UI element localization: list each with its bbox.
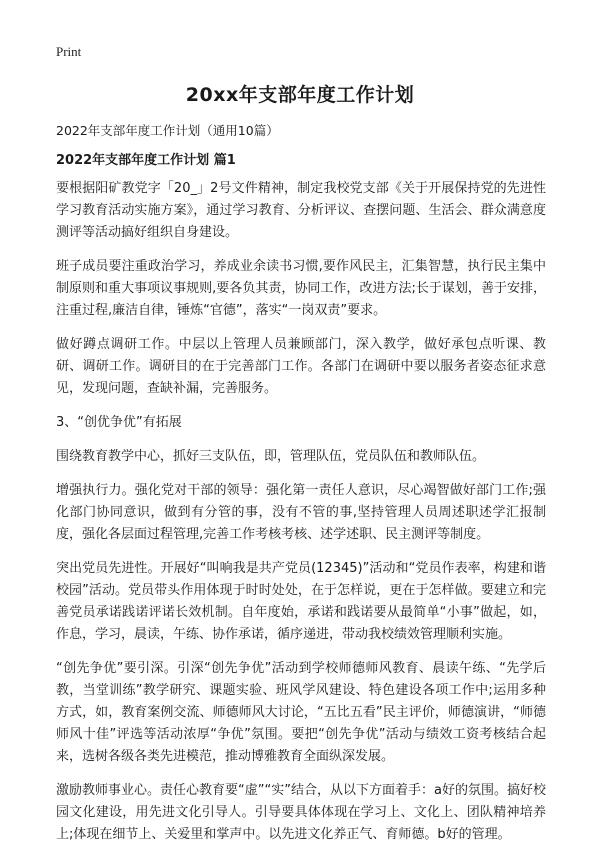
paragraph: 班子成员要注重政治学习，养成业余读书习惯,要作风民主，汇集智慧，执行民主集中制原则和重大事项议事规则,要各负其责，协同工作，改进方法;长于谋划，善于安排，注重过程,廉洁自律，锤炼“官德”，落实“一岗双责”要求。 <box>56 259 546 318</box>
document-title: 20xx年支部年度工作计划 <box>185 84 415 106</box>
document-body <box>56 178 546 858</box>
paragraph: 增强执行力。强化党对干部的领导：强化第一责任人意识，尽心竭智做好部门工作;强化部门协同意识，做到有分管的事，没有不管的事,坚持管理人员周述职述学汇报制度，强化各层面过程管理,完善工作考核考核、述学述职、民主测评等制度。 <box>56 483 546 542</box>
paragraph: “创先争优”要引深。引深“创先争优”活动到学校师德师风教育、晨读午练、“先学后教，当堂训练”教学研究、课题实验、班风学风建设、特色建设各项工作中;运用多种方式，如，教育案例交流、师德师风大讨论，“五比五看”民主评价，师德演讲，“师德师风十佳”评选等活动浓厚“争优”氛围。要把“创先争优”活动与绩效工资考核结合起来，选树各级各类先进模范，推动博雅教育全面纵深发展。 <box>56 661 546 764</box>
paragraph: 突出党员先进性。开展好“叫响我是共产党员(12345)”活动和“党员作表率，构建和谐校园”活动。党员带头作用体现于时时处处，在于怎样说，更在于怎样做。要建立和完善党员承诺践诺评诺长效机制。自年度始，承诺和践诺要从最简单“小事”做起，如，作息，学习，晨读，午练、协作承诺，循序递进，带动我校绩效管理顺利实施。 <box>56 561 546 642</box>
sub-heading: 3、“创优争优”有拓展 <box>56 415 182 430</box>
paragraph: 激励教师事业心。责任心教育要“虚”“实”结合，从以下方面着手：a好的氛围。搞好校园文化建设，用先进文化引导人。引导要具体体现在学习上、文化上、团队精神培养上;体现在细节上、关爱里和掌声中。以先进文化养正气、育师德。b好的管理。 <box>56 783 546 842</box>
print-link[interactable]: Print <box>56 44 82 59</box>
paragraph: 要根据阳矿教党字「20_」2号文件精神，制定我校党支部《关于开展保持党的先进性学习教育活动实施方案》，通过学习教育、分析评议、查摆问题、生活会、群众满意度测评等活动搞好组织自身建设。 <box>56 181 546 240</box>
section-heading: 2022年支部年度工作计划 篇1 <box>56 153 236 168</box>
paragraph: 做好蹲点调研工作。中层以上管理人员兼顾部门，深入教学，做好承包点听课、教研、调研工作。调研目的在于完善部门工作。各部门在调研中要以服务者姿态征求意见，发现问题，查缺补漏，完善服务。 <box>56 337 546 396</box>
document-subtitle: 2022年支部年度工作计划（通用10篇） <box>56 123 279 138</box>
paragraph: 围绕教育教学中心，抓好三支队伍，即，管理队伍，党员队伍和教师队伍。 <box>56 449 486 464</box>
